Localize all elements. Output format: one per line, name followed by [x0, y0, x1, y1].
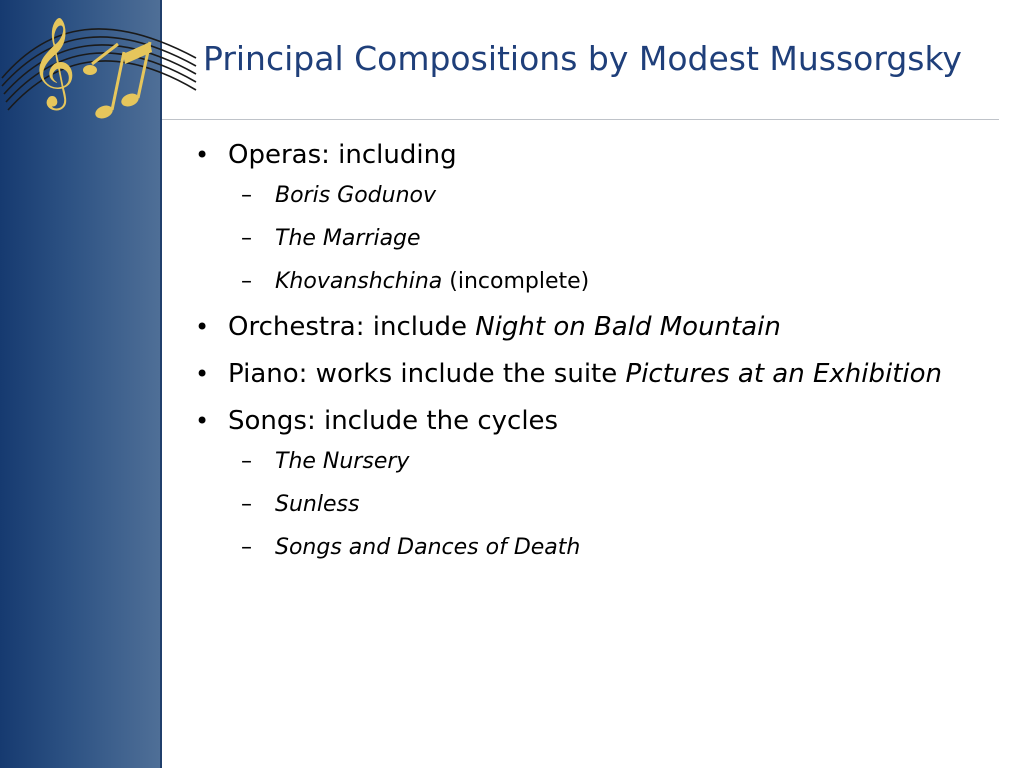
dash-icon: –	[241, 492, 252, 517]
bullet-icon: •	[195, 313, 210, 341]
subitem-songs-and-dances-of-death	[195, 531, 955, 565]
work-note: (incomplete)	[442, 269, 590, 294]
bullet-icon: •	[195, 407, 210, 435]
work-title: The Marriage	[275, 226, 421, 251]
music-staff-notes-icon	[0, 0, 200, 130]
dash-icon: –	[241, 226, 252, 251]
bullet-item-operas	[195, 136, 955, 174]
subitem-sunless	[195, 488, 955, 522]
work-title: Sunless	[275, 492, 360, 517]
subitem-the-marriage	[195, 222, 955, 256]
slide-title: Principal Compositions by Modest Mussorgsky	[203, 39, 962, 78]
songs-label: Songs: include the cycles	[228, 406, 559, 436]
slide-body	[195, 136, 955, 565]
dash-icon: –	[241, 449, 252, 474]
dash-icon: –	[241, 183, 252, 208]
bullet-icon: •	[195, 141, 210, 169]
bullet-item-orchestra	[195, 308, 955, 346]
subitem-khovanshchina	[195, 265, 955, 299]
work-title: The Nursery	[275, 449, 410, 474]
operas-label: Operas: including	[228, 140, 457, 170]
work-title: Songs and Dances of Death	[275, 535, 581, 560]
bullet-item-songs	[195, 402, 955, 440]
dash-icon: –	[241, 269, 252, 294]
work-title: Khovanshchina	[275, 269, 443, 294]
work-title: Boris Godunov	[275, 183, 437, 208]
bullet-icon: •	[195, 360, 210, 388]
work-title: Pictures at an Exhibition	[625, 359, 942, 389]
dash-icon: –	[241, 535, 252, 560]
treble-clef-icon: 𝄞	[30, 17, 77, 107]
subitem-the-nursery	[195, 445, 955, 479]
piano-label: Piano: works include the suite	[228, 359, 626, 389]
title-divider	[162, 119, 999, 120]
work-title: Night on Bald Mountain	[475, 312, 781, 342]
orchestra-label: Orchestra: include	[228, 312, 476, 342]
bullet-item-piano	[195, 355, 955, 393]
subitem-boris-godunov	[195, 179, 955, 213]
